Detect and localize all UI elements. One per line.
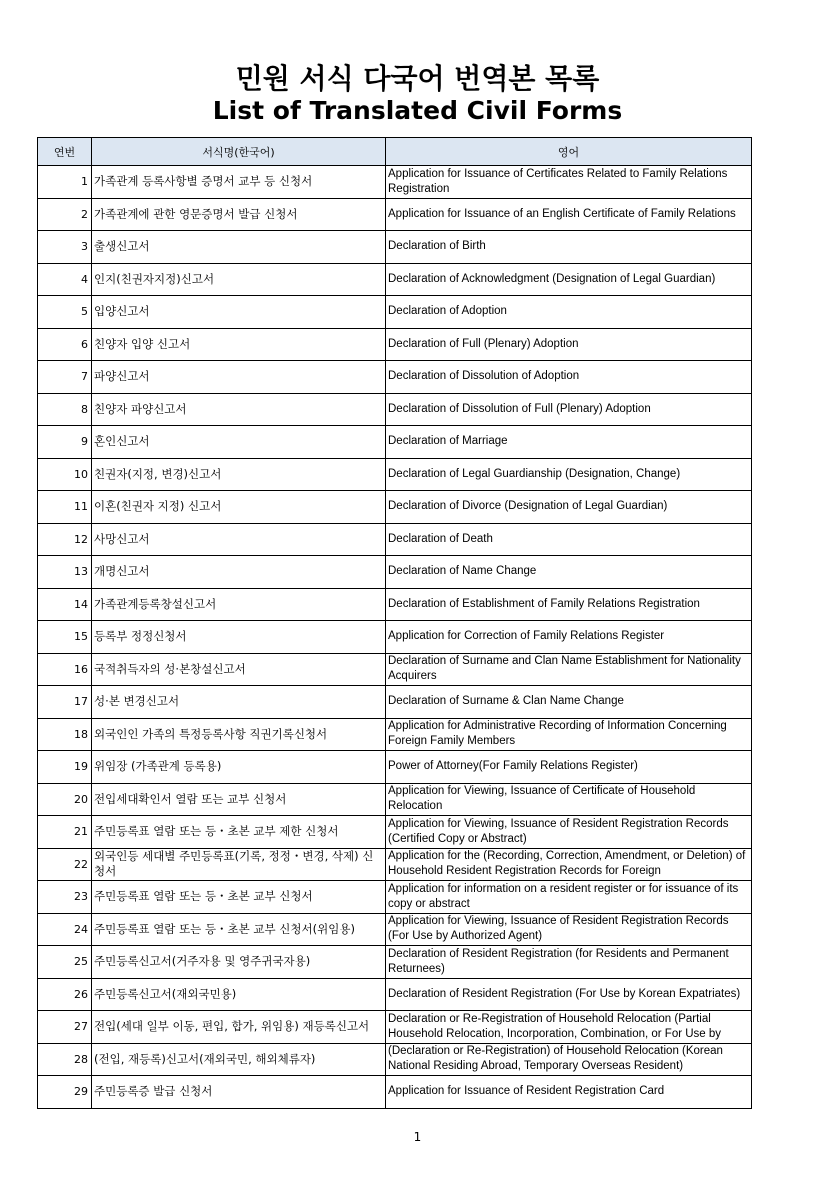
korean-form-name: 파양신고서 [92,361,386,394]
table-row [38,621,752,654]
korean-form-name: 성·본 변경신고서 [92,686,386,719]
row-number: 8 [38,393,92,426]
korean-form-name: 친양자 파양신고서 [92,393,386,426]
table-row [38,978,752,1011]
korean-form-name: 이혼(친권자 지정) 신고서 [92,491,386,524]
korean-form-name: 주민등록신고서(재외국민용) [92,978,386,1011]
table-row [38,556,752,589]
row-number: 23 [38,881,92,914]
row-number: 14 [38,588,92,621]
table-header-row [38,138,752,166]
row-number: 29 [38,1076,92,1109]
row-number: 27 [38,1011,92,1044]
table-row [38,166,752,199]
row-number: 4 [38,263,92,296]
table-row [38,848,752,881]
row-number: 9 [38,426,92,459]
korean-form-name: 위임장 (가족관계 등록용) [92,751,386,784]
korean-form-name: 개명신고서 [92,556,386,589]
table-row [38,751,752,784]
row-number: 15 [38,621,92,654]
row-number: 22 [38,848,92,881]
korean-form-name: 가족관계등록창설신고서 [92,588,386,621]
table-row [38,913,752,946]
english-form-name: Declaration of Establishment of Family Relations Registration [386,588,752,621]
korean-form-name: 가족관계 등록사항별 증명서 교부 등 신청서 [92,166,386,199]
row-number: 20 [38,783,92,816]
header-no: 연번 [38,138,92,166]
table-row [38,361,752,394]
row-number: 10 [38,458,92,491]
table-row [38,816,752,849]
table-row [38,653,752,686]
row-number: 26 [38,978,92,1011]
english-form-name: Declaration of Marriage [386,426,752,459]
english-form-name: Declaration or Re-Registration of Household Relocation (Partial Household Relocation, Incorporation, Combination, or For Use by [386,1011,752,1044]
english-form-name: Application for Correction of Family Relations Register [386,621,752,654]
row-number: 28 [38,1043,92,1076]
header-english-name: 영어 [386,138,752,166]
table-row [38,1043,752,1076]
row-number: 21 [38,816,92,849]
english-form-name: Declaration of Full (Plenary) Adoption [386,328,752,361]
forms-table [37,137,752,1109]
english-form-name: Declaration of Divorce (Designation of Legal Guardian) [386,491,752,524]
table-row [38,296,752,329]
english-form-name: Application for the (Recording, Correction, Amendment, or Deletion) of Household Resident Registration Records for Foreign [386,848,752,881]
korean-form-name: 국적취득자의 성·본창설신고서 [92,653,386,686]
english-form-name: Declaration of Birth [386,231,752,264]
table-row [38,1011,752,1044]
korean-form-name: (전입, 재등록)신고서(재외국민, 해외체류자) [92,1043,386,1076]
row-number: 13 [38,556,92,589]
korean-form-name: 전입세대확인서 열람 또는 교부 신청서 [92,783,386,816]
korean-form-name: 인지(친권자지정)신고서 [92,263,386,296]
table-row [38,881,752,914]
korean-form-name: 주민등록표 열람 또는 등・초본 교부 제한 신청서 [92,816,386,849]
table-row [38,393,752,426]
english-form-name: Declaration of Resident Registration (for Residents and Permanent Returnees) [386,946,752,979]
english-form-name: Application for Administrative Recording of Information Concerning Foreign Family Members [386,718,752,751]
english-form-name: Application for Viewing, Issuance of Certificate of Household Relocation [386,783,752,816]
table-row [38,458,752,491]
table-row [38,946,752,979]
row-number: 12 [38,523,92,556]
english-form-name: Application for Issuance of an English Certificate of Family Relations [386,198,752,231]
table-row [38,1076,752,1109]
english-form-name: Power of Attorney(For Family Relations Register) [386,751,752,784]
english-form-name: Declaration of Surname & Clan Name Change [386,686,752,719]
english-form-name: Declaration of Name Change [386,556,752,589]
korean-form-name: 가족관계에 관한 영문증명서 발급 신청서 [92,198,386,231]
table-row [38,588,752,621]
english-form-name: (Declaration or Re-Registration) of Household Relocation (Korean National Residing Abroad, Temporary Overseas Resident) [386,1043,752,1076]
english-form-name: Application for Issuance of Certificates Related to Family Relations Registration [386,166,752,199]
table-row [38,231,752,264]
korean-form-name: 등록부 정정신청서 [92,621,386,654]
english-form-name: Declaration of Legal Guardianship (Designation, Change) [386,458,752,491]
english-form-name: Declaration of Surname and Clan Name Establishment for Nationality Acquirers [386,653,752,686]
english-form-name: Declaration of Dissolution of Adoption [386,361,752,394]
english-form-name: Declaration of Resident Registration (For Use by Korean Expatriates) [386,978,752,1011]
korean-form-name: 사망신고서 [92,523,386,556]
row-number: 25 [38,946,92,979]
korean-form-name: 입양신고서 [92,296,386,329]
table-row [38,491,752,524]
korean-form-name: 주민등록표 열람 또는 등・초본 교부 신청서(위임용) [92,913,386,946]
english-form-name: Application for information on a resident register or for issuance of its copy or abstract [386,881,752,914]
table-row [38,426,752,459]
korean-form-name: 주민등록증 발급 신청서 [92,1076,386,1109]
table-row [38,783,752,816]
row-number: 19 [38,751,92,784]
table-row [38,328,752,361]
page-number: 1 [413,1130,422,1144]
korean-form-name: 친양자 입양 신고서 [92,328,386,361]
row-number: 18 [38,718,92,751]
row-number: 16 [38,653,92,686]
korean-form-name: 외국인인 가족의 특정등록사항 직권기록신청서 [92,718,386,751]
english-form-name: Application for Viewing, Issuance of Resident Registration Records (Certified Copy or Abstract) [386,816,752,849]
table-row [38,686,752,719]
english-form-name: Declaration of Acknowledgment (Designation of Legal Guardian) [386,263,752,296]
row-number: 5 [38,296,92,329]
row-number: 24 [38,913,92,946]
korean-form-name: 전입(세대 일부 이동, 편입, 합가, 위임용) 재등록신고서 [92,1011,386,1044]
korean-form-name: 친권자(지정, 변경)신고서 [92,458,386,491]
header-korean-name: 서식명(한국어) [92,138,386,166]
table-row [38,198,752,231]
table-row [38,523,752,556]
row-number: 7 [38,361,92,394]
row-number: 17 [38,686,92,719]
english-form-name: Declaration of Death [386,523,752,556]
korean-form-name: 혼인신고서 [92,426,386,459]
korean-form-name: 외국인등 세대별 주민등록표(기록, 정정・변경, 삭제) 신청서 [92,848,386,881]
row-number: 11 [38,491,92,524]
page-title-korean: 민원 서식 다국어 번역본 목록 [235,62,600,95]
english-form-name: Declaration of Dissolution of Full (Plenary) Adoption [386,393,752,426]
english-form-name: Declaration of Adoption [386,296,752,329]
page-title-english: List of Translated Civil Forms [212,96,623,125]
table-row [38,263,752,296]
table-body [38,166,752,1109]
row-number: 6 [38,328,92,361]
row-number: 2 [38,198,92,231]
korean-form-name: 주민등록신고서(거주자용 및 영주귀국자용) [92,946,386,979]
row-number: 1 [38,166,92,199]
korean-form-name: 출생신고서 [92,231,386,264]
korean-form-name: 주민등록표 열람 또는 등・초본 교부 신청서 [92,881,386,914]
table-row [38,718,752,751]
english-form-name: Application for Issuance of Resident Registration Card [386,1076,752,1109]
english-form-name: Application for Viewing, Issuance of Resident Registration Records (For Use by Authorized Agent) [386,913,752,946]
row-number: 3 [38,231,92,264]
